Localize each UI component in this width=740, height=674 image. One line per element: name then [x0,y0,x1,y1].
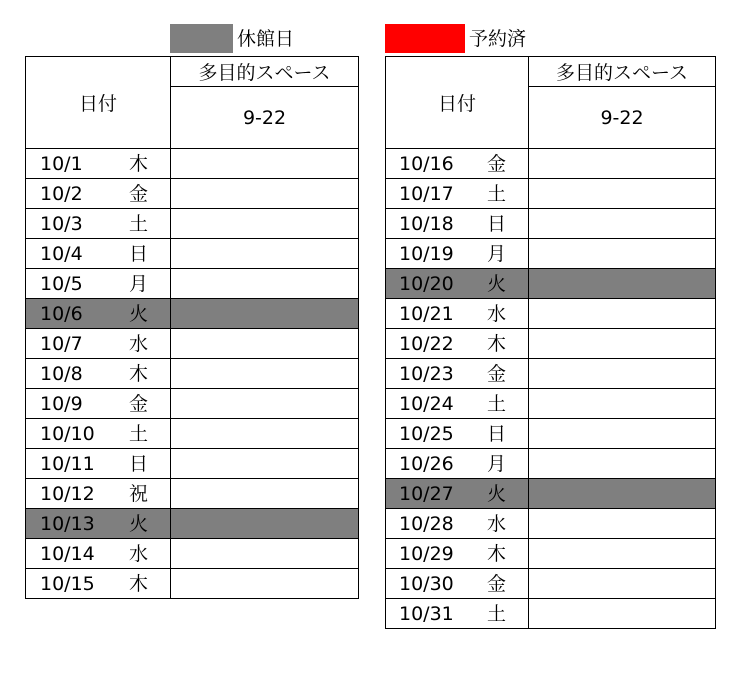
date-cell [386,329,529,359]
schedule-row [386,479,716,509]
date-text: 10/9 [40,393,83,415]
schedule-row [386,509,716,539]
reservation-slot[interactable] [529,269,716,299]
schedule-row [26,209,359,239]
closed-legend-label: 休館日 [237,28,295,50]
date-column-header: 日付 [386,57,529,149]
schedule-rows-left [26,149,359,599]
date-cell [386,539,529,569]
weekday-text: 火 [487,483,507,505]
weekday-text: 日 [487,213,507,235]
weekday-text: 日 [487,423,507,445]
reservation-slot[interactable] [171,479,359,509]
date-text: 10/27 [399,483,454,505]
weekday-text: 土 [487,603,507,625]
date-text: 10/14 [40,543,95,565]
date-cell [386,299,529,329]
weekday-text: 水 [129,333,149,355]
weekday-text: 土 [487,393,507,415]
date-cell [386,599,529,629]
date-cell [26,539,171,569]
date-text: 10/25 [399,423,454,445]
date-cell [386,359,529,389]
date-text: 10/19 [399,243,454,265]
reserved-legend-swatch [385,24,465,53]
reservation-slot[interactable] [529,449,716,479]
schedule-row [26,509,359,539]
date-text: 10/7 [40,333,83,355]
weekday-text: 金 [487,363,507,385]
date-text: 10/29 [399,543,454,565]
date-text: 10/8 [40,363,83,385]
schedule-row [386,179,716,209]
date-text: 10/13 [40,513,95,535]
reservation-slot[interactable] [171,569,359,599]
date-cell [26,209,171,239]
date-cell [26,509,171,539]
schedule-row [26,539,359,569]
reservation-slot[interactable] [529,599,716,629]
schedule-row [386,209,716,239]
schedule-row [26,329,359,359]
date-text: 10/22 [399,333,454,355]
date-cell [26,359,171,389]
reservation-slot[interactable] [171,359,359,389]
date-text: 10/30 [399,573,454,595]
date-text: 10/1 [40,153,83,175]
schedule-row [26,239,359,269]
weekday-text: 火 [129,513,149,535]
reservation-slot[interactable] [171,179,359,209]
date-cell [26,149,171,179]
reservation-slot[interactable] [171,389,359,419]
schedule-row [386,269,716,299]
reservation-slot[interactable] [529,539,716,569]
weekday-text: 火 [487,273,507,295]
date-text: 10/6 [40,303,83,325]
date-text: 10/16 [399,153,454,175]
reservation-slot[interactable] [171,149,359,179]
date-cell [386,239,529,269]
reservation-slot[interactable] [171,509,359,539]
reservation-slot[interactable] [171,269,359,299]
schedule-table-left [25,56,359,599]
date-text: 10/15 [40,573,95,595]
date-text: 10/4 [40,243,83,265]
weekday-text: 土 [129,423,149,445]
schedule-row [26,269,359,299]
weekday-text: 月 [487,243,507,265]
date-cell [26,419,171,449]
weekday-text: 金 [487,153,507,175]
reservation-slot[interactable] [529,389,716,419]
date-text: 10/3 [40,213,83,235]
date-cell [26,269,171,299]
date-cell [26,299,171,329]
weekday-text: 月 [487,453,507,475]
date-text: 10/10 [40,423,95,445]
reservation-slot[interactable] [171,299,359,329]
schedule-row [26,149,359,179]
schedule-row [386,389,716,419]
reserved-legend-label: 予約済 [469,28,527,50]
date-text: 10/21 [399,303,454,325]
weekday-text: 火 [129,303,149,325]
schedule-row [386,569,716,599]
weekday-text: 金 [129,393,149,415]
schedule-row [26,569,359,599]
date-cell [386,179,529,209]
weekday-text: 日 [129,243,149,265]
space-column-header: 多目的スペース [171,57,359,87]
reservation-slot[interactable] [529,329,716,359]
reservation-slot[interactable] [529,149,716,179]
schedule-row [386,329,716,359]
schedule-rows-right [386,149,716,629]
reservation-slot[interactable] [171,239,359,269]
schedule-table-right [385,56,716,629]
schedule-row [386,539,716,569]
reservation-slot[interactable] [171,329,359,359]
schedule-row [386,449,716,479]
date-text: 10/23 [399,363,454,385]
schedule-row [26,449,359,479]
date-column-header: 日付 [26,57,171,149]
date-cell [26,569,171,599]
weekday-text: 木 [487,333,507,355]
reservation-slot[interactable] [171,539,359,569]
date-cell [386,509,529,539]
schedule-row [26,389,359,419]
date-text: 10/31 [399,603,454,625]
time-slot-header: 9-22 [171,87,359,149]
schedule-row [386,419,716,449]
weekday-text: 水 [129,543,149,565]
weekday-text: 木 [129,153,149,175]
reservation-slot[interactable] [529,479,716,509]
date-cell [386,269,529,299]
reservation-slot[interactable] [529,299,716,329]
weekday-text: 土 [487,183,507,205]
reservation-slot[interactable] [171,449,359,479]
schedule-row [386,299,716,329]
weekday-text: 水 [487,513,507,535]
date-text: 10/12 [40,483,95,505]
date-text: 10/24 [399,393,454,415]
weekday-text: 月 [129,273,149,295]
schedule-row [26,179,359,209]
schedule-row [386,149,716,179]
date-cell [386,479,529,509]
reservation-slot[interactable] [529,509,716,539]
weekday-text: 金 [487,573,507,595]
date-cell [26,239,171,269]
schedule-row [386,239,716,269]
reservation-slot[interactable] [529,359,716,389]
date-cell [386,569,529,599]
date-cell [386,389,529,419]
schedule-row [26,299,359,329]
date-cell [26,479,171,509]
weekday-text: 土 [129,213,149,235]
date-cell [26,449,171,479]
weekday-text: 日 [129,453,149,475]
date-text: 10/18 [399,213,454,235]
reservation-slot[interactable] [529,179,716,209]
date-text: 10/26 [399,453,454,475]
weekday-text: 祝 [129,483,149,505]
weekday-text: 水 [487,303,507,325]
date-text: 10/11 [40,453,95,475]
date-cell [386,149,529,179]
space-column-header: 多目的スペース [529,57,716,87]
reservation-slot[interactable] [529,569,716,599]
date-text: 10/20 [399,273,454,295]
weekday-text: 木 [487,543,507,565]
weekday-text: 木 [129,573,149,595]
date-cell [386,209,529,239]
schedule-row [386,599,716,629]
date-text: 10/28 [399,513,454,535]
date-cell [26,389,171,419]
date-cell [26,179,171,209]
schedule-row [26,479,359,509]
date-text: 10/2 [40,183,83,205]
schedule-row [26,359,359,389]
reservation-slot[interactable] [529,209,716,239]
schedule-row [26,419,359,449]
weekday-text: 金 [129,183,149,205]
reservation-slot[interactable] [529,419,716,449]
closed-legend-swatch [170,24,233,53]
reservation-slot[interactable] [529,239,716,269]
time-slot-header: 9-22 [529,87,716,149]
date-text: 10/17 [399,183,454,205]
date-cell [386,449,529,479]
schedule-row [386,359,716,389]
date-cell [386,419,529,449]
weekday-text: 木 [129,363,149,385]
date-text: 10/5 [40,273,83,295]
reservation-slot[interactable] [171,419,359,449]
reservation-slot[interactable] [171,209,359,239]
date-cell [26,329,171,359]
